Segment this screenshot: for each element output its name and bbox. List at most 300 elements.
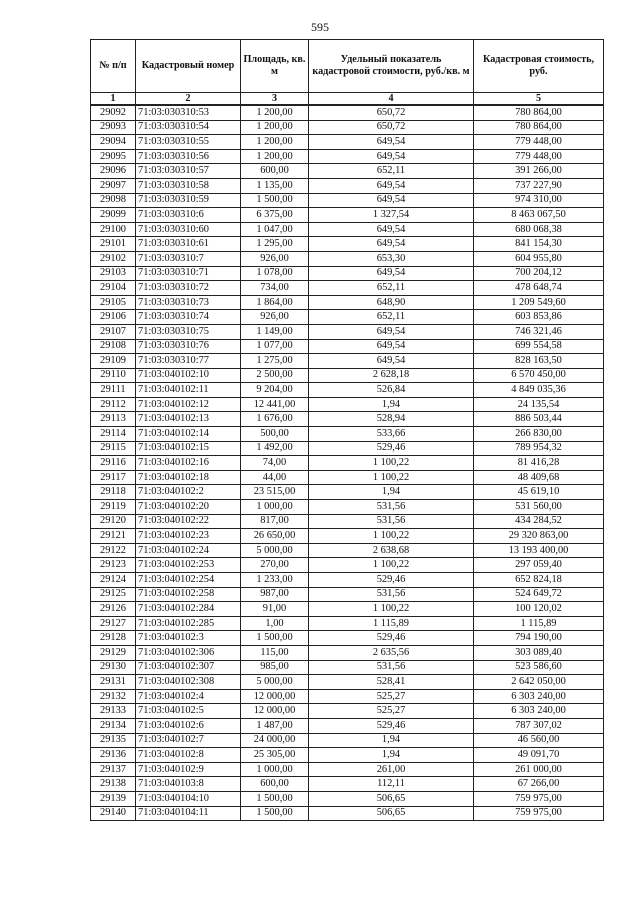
cadastral-number-cell: 71:03:040104:11: [136, 806, 241, 821]
unit-value-cell: 1 100,22: [309, 470, 474, 485]
table-row: [91, 383, 604, 398]
table-row: [91, 324, 604, 339]
row-index-cell: 29133: [91, 704, 136, 719]
cadastral-number-cell: 71:03:030310:71: [136, 266, 241, 281]
area-cell: 1 233,00: [241, 573, 309, 588]
row-index-cell: 29111: [91, 383, 136, 398]
area-cell: 1 676,00: [241, 412, 309, 427]
table-row: [91, 354, 604, 369]
row-index-cell: 29106: [91, 310, 136, 325]
cadastral-number-cell: 71:03:030310:74: [136, 310, 241, 325]
row-index-cell: 29140: [91, 806, 136, 821]
table-row: [91, 105, 604, 120]
cadastral-number-cell: 71:03:040104:10: [136, 791, 241, 806]
unit-value-cell: 649,54: [309, 149, 474, 164]
area-cell: 1 047,00: [241, 222, 309, 237]
area-cell: 600,00: [241, 164, 309, 179]
row-index-cell: 29126: [91, 602, 136, 617]
area-cell: 115,00: [241, 645, 309, 660]
unit-value-cell: 652,11: [309, 310, 474, 325]
table-row: [91, 281, 604, 296]
unit-value-cell: 649,54: [309, 339, 474, 354]
cadastral-number-cell: 71:03:030310:77: [136, 354, 241, 369]
row-index-cell: 29108: [91, 339, 136, 354]
row-index-cell: 29097: [91, 178, 136, 193]
cadastral-number-cell: 71:03:040102:23: [136, 529, 241, 544]
unit-value-cell: 531,56: [309, 500, 474, 515]
area-cell: 1 492,00: [241, 441, 309, 456]
cadastral-number-cell: 71:03:040102:9: [136, 762, 241, 777]
column-number: 5: [474, 93, 604, 106]
cadastral-value-cell: 2 642 050,00: [474, 675, 604, 690]
unit-value-cell: 649,54: [309, 193, 474, 208]
table-row: [91, 237, 604, 252]
table-row: [91, 602, 604, 617]
table-row: [91, 587, 604, 602]
area-cell: 1 200,00: [241, 149, 309, 164]
row-index-cell: 29113: [91, 412, 136, 427]
table-row: [91, 310, 604, 325]
area-cell: 1 295,00: [241, 237, 309, 252]
area-cell: 1 200,00: [241, 135, 309, 150]
table-row: [91, 762, 604, 777]
cadastral-number-cell: 71:03:030310:54: [136, 120, 241, 135]
cadastral-value-cell: 49 091,70: [474, 748, 604, 763]
unit-value-cell: 649,54: [309, 354, 474, 369]
table-row: [91, 543, 604, 558]
table-row: [91, 718, 604, 733]
area-cell: 1 500,00: [241, 193, 309, 208]
cadastral-number-cell: 71:03:040102:20: [136, 500, 241, 515]
unit-value-cell: 1 327,54: [309, 208, 474, 223]
unit-value-cell: 649,54: [309, 222, 474, 237]
table-header: [91, 40, 604, 106]
cadastral-value-cell: 45 619,10: [474, 485, 604, 500]
cadastral-value-cell: 759 975,00: [474, 791, 604, 806]
cadastral-value-cell: 531 560,00: [474, 500, 604, 515]
area-cell: 9 204,00: [241, 383, 309, 398]
cadastral-value-cell: 434 284,52: [474, 514, 604, 529]
unit-value-cell: 1 100,22: [309, 456, 474, 471]
unit-value-cell: 1 100,22: [309, 558, 474, 573]
table-row: [91, 485, 604, 500]
row-index-cell: 29103: [91, 266, 136, 281]
unit-value-cell: 2 638,68: [309, 543, 474, 558]
row-index-cell: 29127: [91, 616, 136, 631]
cadastral-value-cell: 737 227,90: [474, 178, 604, 193]
cadastral-value-cell: 524 649,72: [474, 587, 604, 602]
cadastral-number-cell: 71:03:040102:306: [136, 645, 241, 660]
header-cadastral-number: Кадастровый номер: [136, 40, 241, 93]
area-cell: 1 078,00: [241, 266, 309, 281]
cadastral-value-cell: 780 864,00: [474, 120, 604, 135]
area-cell: 1 149,00: [241, 324, 309, 339]
cadastral-value-cell: 779 448,00: [474, 135, 604, 150]
cadastral-number-cell: 71:03:030310:56: [136, 149, 241, 164]
table-row: [91, 573, 604, 588]
cadastral-value-cell: 794 190,00: [474, 631, 604, 646]
cadastral-value-cell: 391 266,00: [474, 164, 604, 179]
table-row: [91, 208, 604, 223]
area-cell: 2 500,00: [241, 368, 309, 383]
cadastral-value-cell: 789 954,32: [474, 441, 604, 456]
column-number: 3: [241, 93, 309, 106]
area-cell: 26 650,00: [241, 529, 309, 544]
table-row: [91, 631, 604, 646]
cadastral-value-cell: 1 115,89: [474, 616, 604, 631]
row-index-cell: 29109: [91, 354, 136, 369]
unit-value-cell: 1 100,22: [309, 602, 474, 617]
cadastral-value-cell: 974 310,00: [474, 193, 604, 208]
cadastral-number-cell: 71:03:040102:7: [136, 733, 241, 748]
unit-value-cell: 653,30: [309, 251, 474, 266]
cadastral-value-cell: 266 830,00: [474, 427, 604, 442]
row-index-cell: 29135: [91, 733, 136, 748]
unit-value-cell: 531,56: [309, 587, 474, 602]
cadastral-value-cell: 29 320 863,00: [474, 529, 604, 544]
cadastral-number-cell: 71:03:030310:60: [136, 222, 241, 237]
unit-value-cell: 1 115,89: [309, 616, 474, 631]
table-row: [91, 500, 604, 515]
area-cell: 1 200,00: [241, 105, 309, 120]
unit-value-cell: 652,11: [309, 281, 474, 296]
header-area: Площадь, кв. м: [241, 40, 309, 93]
table-row: [91, 120, 604, 135]
unit-value-cell: 650,72: [309, 120, 474, 135]
table-row: [91, 470, 604, 485]
area-cell: 12 000,00: [241, 689, 309, 704]
row-index-cell: 29123: [91, 558, 136, 573]
column-number: 4: [309, 93, 474, 106]
unit-value-cell: 506,65: [309, 791, 474, 806]
row-index-cell: 29102: [91, 251, 136, 266]
area-cell: 1 135,00: [241, 178, 309, 193]
area-cell: 1 000,00: [241, 762, 309, 777]
row-index-cell: 29096: [91, 164, 136, 179]
row-index-cell: 29101: [91, 237, 136, 252]
area-cell: 1 500,00: [241, 631, 309, 646]
unit-value-cell: 649,54: [309, 135, 474, 150]
cadastral-value-cell: 699 554,58: [474, 339, 604, 354]
cadastral-value-cell: 8 463 067,50: [474, 208, 604, 223]
row-index-cell: 29110: [91, 368, 136, 383]
row-index-cell: 29098: [91, 193, 136, 208]
cadastral-value-table: [90, 39, 604, 821]
table-row: [91, 164, 604, 179]
area-cell: 270,00: [241, 558, 309, 573]
cadastral-value-cell: 604 955,80: [474, 251, 604, 266]
table-row: [91, 222, 604, 237]
area-cell: 91,00: [241, 602, 309, 617]
cadastral-number-cell: 71:03:030310:75: [136, 324, 241, 339]
area-cell: 74,00: [241, 456, 309, 471]
area-cell: 1 864,00: [241, 295, 309, 310]
cadastral-number-cell: 71:03:040102:18: [136, 470, 241, 485]
cadastral-number-cell: 71:03:030310:58: [136, 178, 241, 193]
row-index-cell: 29139: [91, 791, 136, 806]
cadastral-number-cell: 71:03:040102:3: [136, 631, 241, 646]
cadastral-number-cell: 71:03:040102:258: [136, 587, 241, 602]
cadastral-number-cell: 71:03:040102:24: [136, 543, 241, 558]
row-index-cell: 29116: [91, 456, 136, 471]
cadastral-value-cell: 886 503,44: [474, 412, 604, 427]
cadastral-number-cell: 71:03:040102:308: [136, 675, 241, 690]
cadastral-value-cell: 779 448,00: [474, 149, 604, 164]
table-row: [91, 777, 604, 792]
table-row: [91, 791, 604, 806]
row-index-cell: 29094: [91, 135, 136, 150]
row-index-cell: 29107: [91, 324, 136, 339]
unit-value-cell: 1,94: [309, 733, 474, 748]
column-number-row: [91, 93, 604, 106]
cadastral-number-cell: 71:03:040102:254: [136, 573, 241, 588]
cadastral-value-cell: 6 303 240,00: [474, 689, 604, 704]
row-index-cell: 29134: [91, 718, 136, 733]
cadastral-number-cell: 71:03:040102:285: [136, 616, 241, 631]
cadastral-number-cell: 71:03:030310:6: [136, 208, 241, 223]
table-row: [91, 645, 604, 660]
cadastral-number-cell: 71:03:040102:6: [136, 718, 241, 733]
row-index-cell: 29132: [91, 689, 136, 704]
row-index-cell: 29121: [91, 529, 136, 544]
table-row: [91, 806, 604, 821]
cadastral-number-cell: 71:03:030310:55: [136, 135, 241, 150]
area-cell: 25 305,00: [241, 748, 309, 763]
unit-value-cell: 506,65: [309, 806, 474, 821]
row-index-cell: 29099: [91, 208, 136, 223]
area-cell: 926,00: [241, 310, 309, 325]
area-cell: 734,00: [241, 281, 309, 296]
cadastral-value-cell: 48 409,68: [474, 470, 604, 485]
cadastral-number-cell: 71:03:040102:16: [136, 456, 241, 471]
unit-value-cell: 533,66: [309, 427, 474, 442]
unit-value-cell: 652,11: [309, 164, 474, 179]
cadastral-value-cell: 603 853,86: [474, 310, 604, 325]
table-row: [91, 135, 604, 150]
page-number: 595: [311, 20, 329, 34]
table-row: [91, 251, 604, 266]
table-row: [91, 748, 604, 763]
unit-value-cell: 650,72: [309, 105, 474, 120]
cadastral-value-cell: 67 266,00: [474, 777, 604, 792]
cadastral-number-cell: 71:03:030310:72: [136, 281, 241, 296]
unit-value-cell: 528,41: [309, 675, 474, 690]
cadastral-number-cell: 71:03:030310:61: [136, 237, 241, 252]
table-row: [91, 733, 604, 748]
table-row: [91, 339, 604, 354]
row-index-cell: 29118: [91, 485, 136, 500]
table-row: [91, 456, 604, 471]
table-row: [91, 441, 604, 456]
cadastral-value-cell: 652 824,18: [474, 573, 604, 588]
cadastral-value-cell: 746 321,46: [474, 324, 604, 339]
table-row: [91, 412, 604, 427]
cadastral-number-cell: 71:03:040102:22: [136, 514, 241, 529]
table-row: [91, 178, 604, 193]
table-row: [91, 193, 604, 208]
cadastral-value-cell: 24 135,54: [474, 397, 604, 412]
row-index-cell: 29119: [91, 500, 136, 515]
area-cell: 1 275,00: [241, 354, 309, 369]
cadastral-number-cell: 71:03:030310:76: [136, 339, 241, 354]
unit-value-cell: 112,11: [309, 777, 474, 792]
cadastral-number-cell: 71:03:040102:4: [136, 689, 241, 704]
area-cell: 1 500,00: [241, 791, 309, 806]
cadastral-value-cell: 303 089,40: [474, 645, 604, 660]
unit-value-cell: 531,56: [309, 660, 474, 675]
table-row: [91, 368, 604, 383]
unit-value-cell: 649,54: [309, 324, 474, 339]
unit-value-cell: 649,54: [309, 178, 474, 193]
area-cell: 12 441,00: [241, 397, 309, 412]
cadastral-value-cell: 828 163,50: [474, 354, 604, 369]
cadastral-number-cell: 71:03:040103:8: [136, 777, 241, 792]
table-row: [91, 529, 604, 544]
cadastral-value-cell: 1 209 549,60: [474, 295, 604, 310]
area-cell: 12 000,00: [241, 704, 309, 719]
cadastral-number-cell: 71:03:040102:253: [136, 558, 241, 573]
header-index: № п/п: [91, 40, 136, 93]
cadastral-number-cell: 71:03:040102:13: [136, 412, 241, 427]
cadastral-value-cell: 700 204,12: [474, 266, 604, 281]
cadastral-value-cell: 841 154,30: [474, 237, 604, 252]
cadastral-number-cell: 71:03:040102:8: [136, 748, 241, 763]
cadastral-number-cell: 71:03:040102:10: [136, 368, 241, 383]
cadastral-number-cell: 71:03:040102:15: [136, 441, 241, 456]
row-index-cell: 29122: [91, 543, 136, 558]
table-row: [91, 704, 604, 719]
table-row: [91, 295, 604, 310]
area-cell: 44,00: [241, 470, 309, 485]
cadastral-value-cell: 759 975,00: [474, 806, 604, 821]
unit-value-cell: 1,94: [309, 748, 474, 763]
cadastral-number-cell: 71:03:040102:5: [136, 704, 241, 719]
table-row: [91, 514, 604, 529]
cadastral-value-cell: 780 864,00: [474, 105, 604, 120]
header-row: [91, 40, 604, 93]
unit-value-cell: 529,46: [309, 631, 474, 646]
row-index-cell: 29131: [91, 675, 136, 690]
area-cell: 600,00: [241, 777, 309, 792]
cadastral-value-cell: 261 000,00: [474, 762, 604, 777]
unit-value-cell: 529,46: [309, 573, 474, 588]
row-index-cell: 29115: [91, 441, 136, 456]
row-index-cell: 29104: [91, 281, 136, 296]
cadastral-number-cell: 71:03:040102:12: [136, 397, 241, 412]
row-index-cell: 29105: [91, 295, 136, 310]
cadastral-value-cell: 4 849 035,36: [474, 383, 604, 398]
unit-value-cell: 261,00: [309, 762, 474, 777]
row-index-cell: 29130: [91, 660, 136, 675]
table-row: [91, 427, 604, 442]
table-row: [91, 397, 604, 412]
cadastral-number-cell: 71:03:030310:73: [136, 295, 241, 310]
cadastral-value-cell: 297 059,40: [474, 558, 604, 573]
table-row: [91, 616, 604, 631]
cadastral-number-cell: 71:03:030310:57: [136, 164, 241, 179]
cadastral-value-cell: 787 307,02: [474, 718, 604, 733]
table-row: [91, 558, 604, 573]
area-cell: 985,00: [241, 660, 309, 675]
cadastral-number-cell: 71:03:040102:2: [136, 485, 241, 500]
row-index-cell: 29092: [91, 105, 136, 120]
row-index-cell: 29095: [91, 149, 136, 164]
row-index-cell: 29120: [91, 514, 136, 529]
unit-value-cell: 1,94: [309, 485, 474, 500]
unit-value-cell: 526,84: [309, 383, 474, 398]
table-body: [91, 105, 604, 821]
row-index-cell: 29124: [91, 573, 136, 588]
cadastral-number-cell: 71:03:040102:284: [136, 602, 241, 617]
row-index-cell: 29129: [91, 645, 136, 660]
cadastral-value-cell: 478 648,74: [474, 281, 604, 296]
area-cell: 5 000,00: [241, 675, 309, 690]
header-cadastral-value: Кадастровая стоимость, руб.: [474, 40, 604, 93]
unit-value-cell: 525,27: [309, 704, 474, 719]
row-index-cell: 29125: [91, 587, 136, 602]
cadastral-value-cell: 81 416,28: [474, 456, 604, 471]
unit-value-cell: 529,46: [309, 441, 474, 456]
cadastral-value-cell: 46 560,00: [474, 733, 604, 748]
cadastral-number-cell: 71:03:030310:7: [136, 251, 241, 266]
table-row: [91, 675, 604, 690]
row-index-cell: 29136: [91, 748, 136, 763]
row-index-cell: 29100: [91, 222, 136, 237]
area-cell: 23 515,00: [241, 485, 309, 500]
row-index-cell: 29117: [91, 470, 136, 485]
row-index-cell: 29128: [91, 631, 136, 646]
unit-value-cell: 648,90: [309, 295, 474, 310]
unit-value-cell: 529,46: [309, 718, 474, 733]
area-cell: 500,00: [241, 427, 309, 442]
area-cell: 1 077,00: [241, 339, 309, 354]
cadastral-value-cell: 680 068,38: [474, 222, 604, 237]
area-cell: 987,00: [241, 587, 309, 602]
row-index-cell: 29112: [91, 397, 136, 412]
cadastral-value-cell: 13 193 400,00: [474, 543, 604, 558]
cadastral-number-cell: 71:03:040102:14: [136, 427, 241, 442]
row-index-cell: 29093: [91, 120, 136, 135]
table-row: [91, 149, 604, 164]
unit-value-cell: 528,94: [309, 412, 474, 427]
column-number: 1: [91, 93, 136, 106]
column-number: 2: [136, 93, 241, 106]
cadastral-value-cell: 523 586,60: [474, 660, 604, 675]
unit-value-cell: 649,54: [309, 237, 474, 252]
cadastral-number-cell: 71:03:040102:307: [136, 660, 241, 675]
area-cell: 1 500,00: [241, 806, 309, 821]
unit-value-cell: 649,54: [309, 266, 474, 281]
row-index-cell: 29138: [91, 777, 136, 792]
cadastral-value-cell: 6 570 450,00: [474, 368, 604, 383]
cadastral-value-cell: 6 303 240,00: [474, 704, 604, 719]
table-row: [91, 660, 604, 675]
area-cell: 1 000,00: [241, 500, 309, 515]
table-row: [91, 266, 604, 281]
area-cell: 1 200,00: [241, 120, 309, 135]
row-index-cell: 29114: [91, 427, 136, 442]
unit-value-cell: 525,27: [309, 689, 474, 704]
unit-value-cell: 2 628,18: [309, 368, 474, 383]
row-index-cell: 29137: [91, 762, 136, 777]
unit-value-cell: 1 100,22: [309, 529, 474, 544]
area-cell: 6 375,00: [241, 208, 309, 223]
unit-value-cell: 2 635,56: [309, 645, 474, 660]
unit-value-cell: 1,94: [309, 397, 474, 412]
unit-value-cell: 531,56: [309, 514, 474, 529]
area-cell: 926,00: [241, 251, 309, 266]
area-cell: 5 000,00: [241, 543, 309, 558]
